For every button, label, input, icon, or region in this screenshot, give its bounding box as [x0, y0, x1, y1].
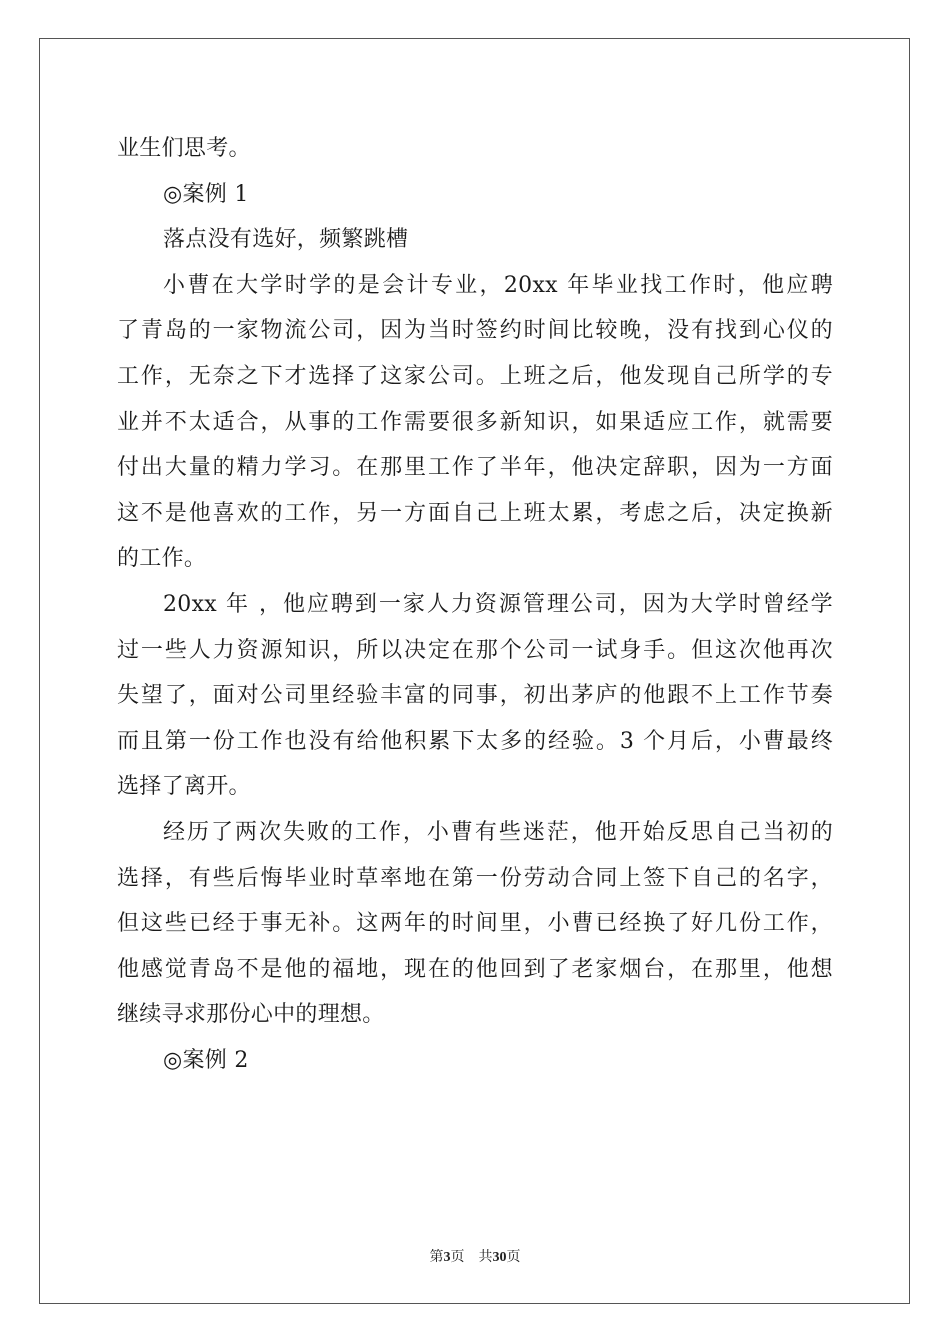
current-page-number: 3 — [443, 1250, 451, 1265]
text-line: 继续寻求那份心中的理想。 — [117, 1002, 385, 1028]
text-line: 落点没有选好，频繁跳槽 — [163, 227, 409, 253]
text-line: 选择，有些后悔毕业时草率地在第一份劳动合同上签下自己的名字， — [117, 865, 833, 891]
text-line: 小曹在大学时学的是会计专业，20xx 年毕业找工作时，他应聘 — [163, 272, 833, 298]
text-line: 付出大量的精力学习。在那里工作了半年，他决定辞职，因为一方面 — [117, 455, 833, 481]
text-line: 过一些人力资源知识，所以决定在那个公司一试身手。但这次他再次 — [117, 637, 833, 663]
text-line: 工作，无奈之下才选择了这家公司。上班之后，他发现自己所学的专 — [117, 363, 833, 389]
text-line: 的工作。 — [117, 546, 207, 572]
total-pages-number: 30 — [492, 1250, 507, 1265]
footer-total-unit: 页 — [506, 1249, 521, 1265]
text-line: 而且第一份工作也没有给他积累下太多的经验。3 个月后，小曹最终 — [117, 728, 833, 754]
text-line: 这不是他喜欢的工作，另一方面自己上班太累，考虑之后，决定换新 — [117, 500, 833, 526]
text-line: ◎案例 1 — [163, 181, 249, 207]
text-line: 20xx 年 ，他应聘到一家人力资源管理公司，因为大学时曾经学 — [163, 591, 833, 617]
text-line: 失望了，面对公司里经验丰富的同事，初出茅庐的他跟不上工作节奏 — [117, 683, 833, 709]
text-line: 了青岛的一家物流公司，因为当时签约时间比较晚，没有找到心仪的 — [117, 318, 833, 344]
text-line: 他感觉青岛不是他的福地，现在的他回到了老家烟台，在那里，他想 — [117, 956, 833, 982]
text-line: 业并不太适合，从事的工作需要很多新知识，如果适应工作，就需要 — [117, 409, 833, 435]
footer-page-unit: 页 — [450, 1249, 465, 1265]
document-body — [117, 126, 833, 1083]
text-line: 经历了两次失败的工作，小曹有些迷茫，他开始反思自己当初的 — [163, 819, 833, 845]
text-line: 选择了离开。 — [117, 774, 251, 800]
footer-total-prefix: 共 — [478, 1249, 493, 1265]
text-line: 业生们思考。 — [117, 136, 251, 161]
text-line: ◎案例 2 — [163, 1047, 249, 1073]
footer-prefix: 第 — [429, 1249, 444, 1265]
text-line: 但这些已经于事无补。这两年的时间里，小曹已经换了好几份工作， — [117, 911, 833, 937]
page-footer — [0, 1246, 950, 1266]
